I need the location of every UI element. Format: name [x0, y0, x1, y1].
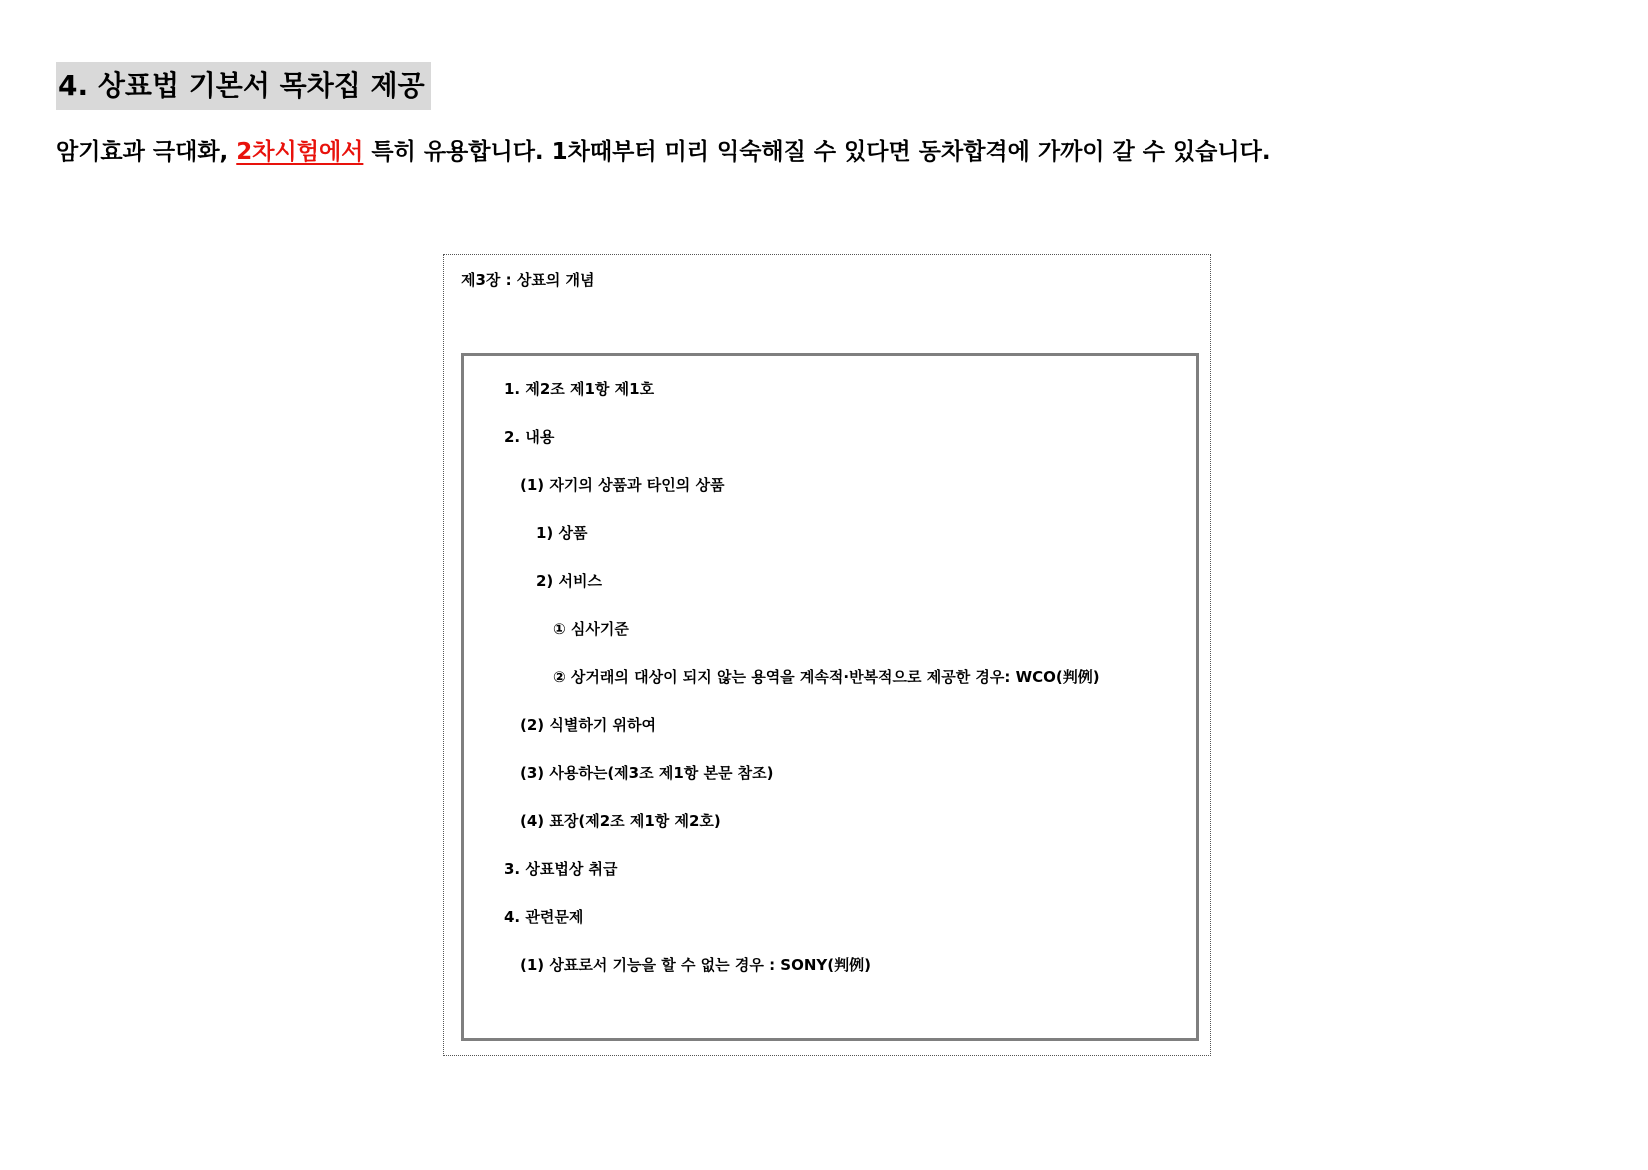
- toc-item: (4) 표장(제2조 제1항 제2호): [520, 812, 721, 830]
- toc-item: (3) 사용하는(제3조 제1항 본문 참조): [520, 764, 774, 782]
- intro-text-start: 암기효과 극대화,: [56, 139, 237, 165]
- intro-text-end: 특히 유용합니다. 1차때부터 미리 익숙해질 수 있다면 동차합격에 가까이 갈 수 있습니다.: [363, 139, 1271, 165]
- toc-item: 3. 상표법상 취급: [504, 860, 618, 878]
- intro-text: [56, 134, 1271, 170]
- toc-item: (1) 상표로서 기능을 할 수 없는 경우 : SONY(判例): [520, 956, 871, 974]
- section-heading: 4. 상표법 기본서 목차집 제공: [56, 62, 431, 110]
- toc-box: [461, 353, 1199, 1041]
- toc-item: 2) 서비스: [536, 572, 602, 590]
- toc-item: ② 상거래의 대상이 되지 않는 용역을 계속적·반복적으로 제공한 경우: WCO(判例): [553, 668, 1100, 686]
- toc-item: 2. 내용: [504, 428, 555, 446]
- intro-highlight: 2차시험에서: [236, 139, 364, 165]
- toc-item: (1) 자기의 상품과 타인의 상품: [520, 476, 725, 494]
- toc-frame: [443, 254, 1211, 1056]
- toc-item: 1) 상품: [536, 524, 588, 542]
- toc-item: 1. 제2조 제1항 제1호: [504, 380, 655, 398]
- toc-item: 4. 관련문제: [504, 908, 584, 926]
- chapter-title: 제3장 : 상표의 개념: [461, 271, 595, 289]
- toc-list: [464, 378, 1196, 1002]
- toc-item: (2) 식별하기 위하여: [520, 716, 657, 734]
- toc-item: ① 심사기준: [553, 620, 629, 638]
